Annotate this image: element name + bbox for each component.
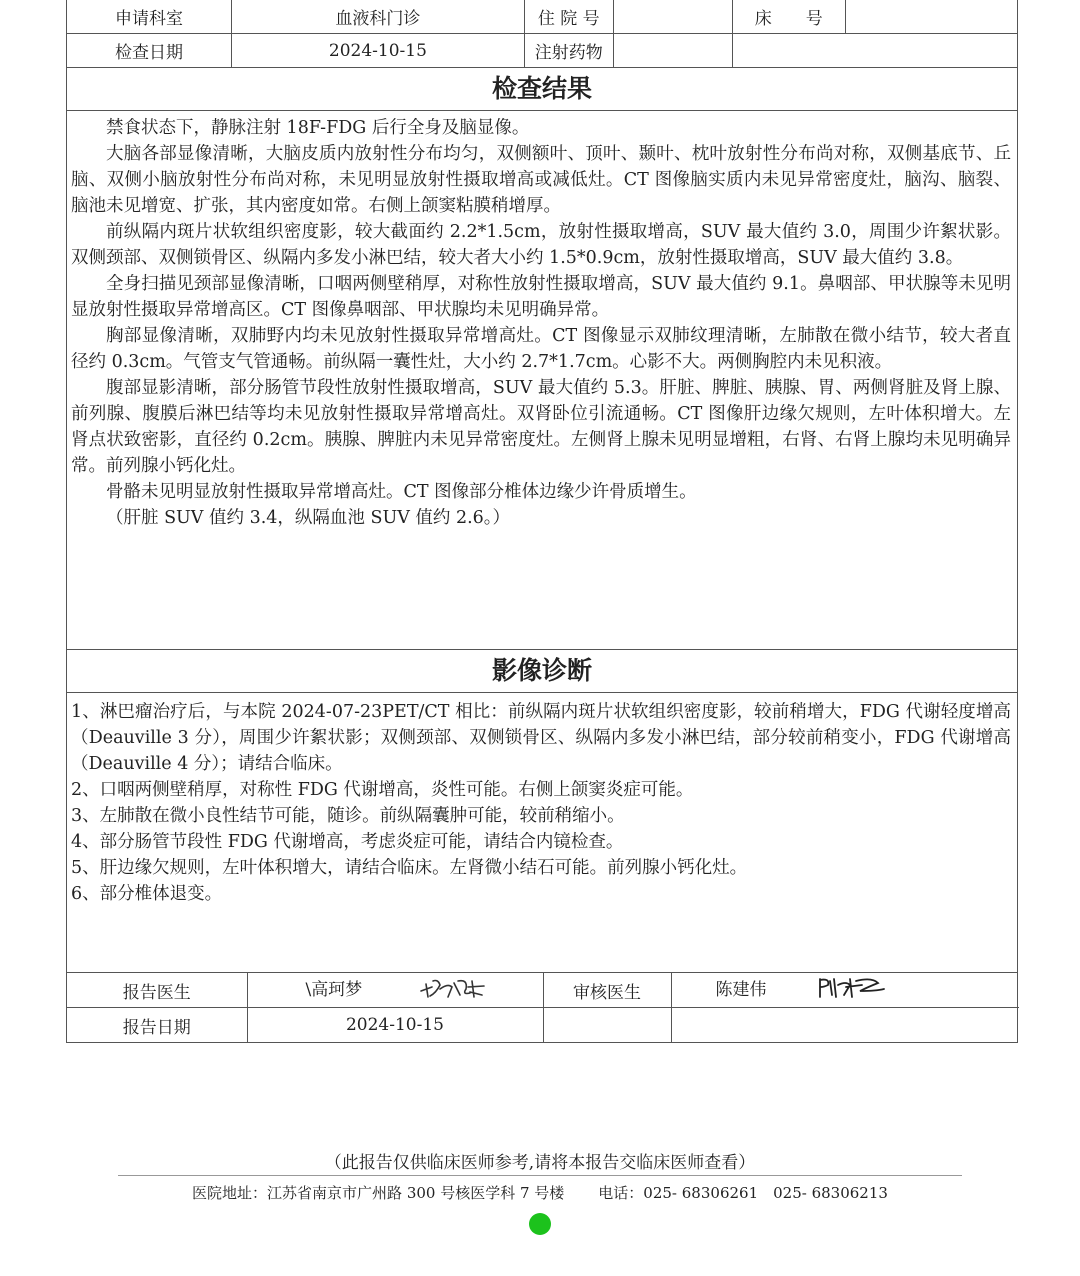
findings-paragraph: （肝脏 SUV 值约 3.4，纵隔血池 SUV 值约 2.6。） xyxy=(106,508,511,528)
exam-date-value: 2024-10-15 xyxy=(232,34,525,68)
drug-value xyxy=(613,34,732,68)
diagnosis-item: 5、肝边缘欠规则，左叶体积增大，请结合临床。左肾微小结石可能。前列腺小钙化灶。 xyxy=(71,858,748,878)
hospital-phone: 电话：025- 68306261 025- 68306213 xyxy=(598,1184,888,1202)
empty-cell xyxy=(543,1008,671,1043)
findings-paragraph: 胸部显像清晰，双肺野内均未见放射性摄取异常增高灶。CT 图像显示双肺纹理清晰，左肺散在微小结节，较大者直径约 0.3cm。气管支气管通畅。前纵隔一囊性灶，大小约 2.7*1.7cm。心影不大。两侧胸腔内未见积液。 xyxy=(71,326,1011,372)
report-date-label: 报告日期 xyxy=(67,1008,247,1043)
footer-divider xyxy=(118,1175,962,1176)
report-doctor-cell xyxy=(247,973,543,1008)
report-doctor-signature xyxy=(418,975,488,1006)
reviewer-label: 审核医生 xyxy=(543,973,671,1008)
patient-info-table xyxy=(67,0,1017,68)
bed-label: 床 号 xyxy=(732,0,845,34)
report-sheet xyxy=(66,0,1018,1043)
admission-value xyxy=(613,0,732,34)
report-doctor-name: \高珂梦 xyxy=(305,979,363,1000)
diagnosis-item: 4、部分肠管节段性 FDG 代谢增高，考虑炎症可能，请结合内镜检查。 xyxy=(71,832,624,852)
exam-date-label: 检查日期 xyxy=(67,34,232,68)
bed-value xyxy=(845,0,1017,34)
admission-label: 住 院 号 xyxy=(524,0,613,34)
reviewer-cell xyxy=(671,973,1019,1008)
report-doctor-label: 报告医生 xyxy=(67,973,247,1008)
dept-label: 申请科室 xyxy=(67,0,232,34)
status-dot-icon xyxy=(529,1213,551,1235)
findings-paragraph: 禁食状态下，静脉注射 18F-FDG 后行全身及脑显像。 xyxy=(106,118,530,138)
diagnosis-item: 3、左肺散在微小良性结节可能，随诊。前纵隔囊肿可能，较前稍缩小。 xyxy=(71,806,625,826)
diagnosis-item: 6、部分椎体退变。 xyxy=(71,884,223,904)
footer-contact xyxy=(0,1182,1080,1203)
findings-paragraph: 骨骼未见明显放射性摄取异常增高灶。CT 图像部分椎体边缘少许骨质增生。 xyxy=(106,482,697,502)
empty-cell xyxy=(732,34,1017,68)
diagnosis-item: 2、口咽两侧壁稍厚，对称性 FDG 代谢增高，炎性可能。右侧上颌窦炎症可能。 xyxy=(71,780,694,800)
dept-value: 血液科门诊 xyxy=(232,0,525,34)
diagnosis-title: 影像诊断 xyxy=(67,650,1017,693)
findings-paragraph: 前纵隔内斑片状软组织密度影，较大截面约 2.2*1.5cm，放射性摄取增高，SUV 最大值约 3.0，周围少许絮状影。双侧颈部、双侧锁骨区、纵隔内多发小淋巴结，较大者大小约 1.5*0.9cm，放射性摄取增高，SUV 最大值约 3.8。 xyxy=(71,222,1011,268)
empty-cell xyxy=(671,1008,1019,1043)
reviewer-name: 陈建伟 xyxy=(715,979,767,1000)
findings-paragraph: 大脑各部显像清晰，大脑皮质内放射性分布均匀，双侧额叶、顶叶、颞叶、枕叶放射性分布尚对称，双侧基底节、丘脑、双侧小脑放射性分布尚对称，未见明显放射性摄取增高或减低灶。CT 图像脑实质内未见异常密度灶，脑沟、脑裂、脑池未见增宽、扩张，其内密度如常。右侧上颌窦粘膜稍增厚。 xyxy=(71,144,1011,216)
report-date-value: 2024-10-15 xyxy=(247,1008,543,1043)
findings-title: 检查结果 xyxy=(67,68,1017,111)
hospital-address: 医院地址：江苏省南京市广州路 300 号核医学科 7 号楼 xyxy=(192,1184,565,1202)
drug-label: 注射药物 xyxy=(524,34,613,68)
reviewer-signature xyxy=(816,975,888,1006)
signature-table xyxy=(67,973,1019,1042)
footer-note: （此报告仅供临床医师参考,请将本报告交临床医师查看） xyxy=(324,1153,756,1173)
diagnosis-body xyxy=(67,693,1017,973)
findings-paragraph: 腹部显影清晰，部分肠管节段性放射性摄取增高，SUV 最大值约 5.3。肝脏、脾脏、胰腺、胃、两侧肾脏及肾上腺、前列腺、腹膜后淋巴结等均未见放射性摄取异常增高灶。双肾卧位引流通畅。CT 图像肝边缘欠规则，左叶体积增大。左肾点状致密影，直径约 0.2cm。胰腺、脾脏内未见异常密度灶。左侧肾上腺未见明显增粗，右肾、右肾上腺均未见明确异常。前列腺小钙化灶。 xyxy=(71,378,1011,476)
findings-body xyxy=(67,111,1017,650)
findings-paragraph: 全身扫描见颈部显像清晰，口咽两侧壁稍厚，对称性放射性摄取增高，SUV 最大值约 9.1。鼻咽部、甲状腺等未见明显放射性摄取异常增高区。CT 图像鼻咽部、甲状腺均未见明确异常。 xyxy=(71,274,1011,320)
diagnosis-item: 1、淋巴瘤治疗后，与本院 2024-07-23PET/CT 相比：前纵隔内斑片状软组织密度影，较前稍增大，FDG 代谢轻度增高（Deauville 3 分），周围少许絮状影；双侧颈部、双侧锁骨区、纵隔内多发小淋巴结，部分较前稍变小，FDG 代谢增高（Deauville 4 分）；请结合临床。 xyxy=(71,702,1011,774)
